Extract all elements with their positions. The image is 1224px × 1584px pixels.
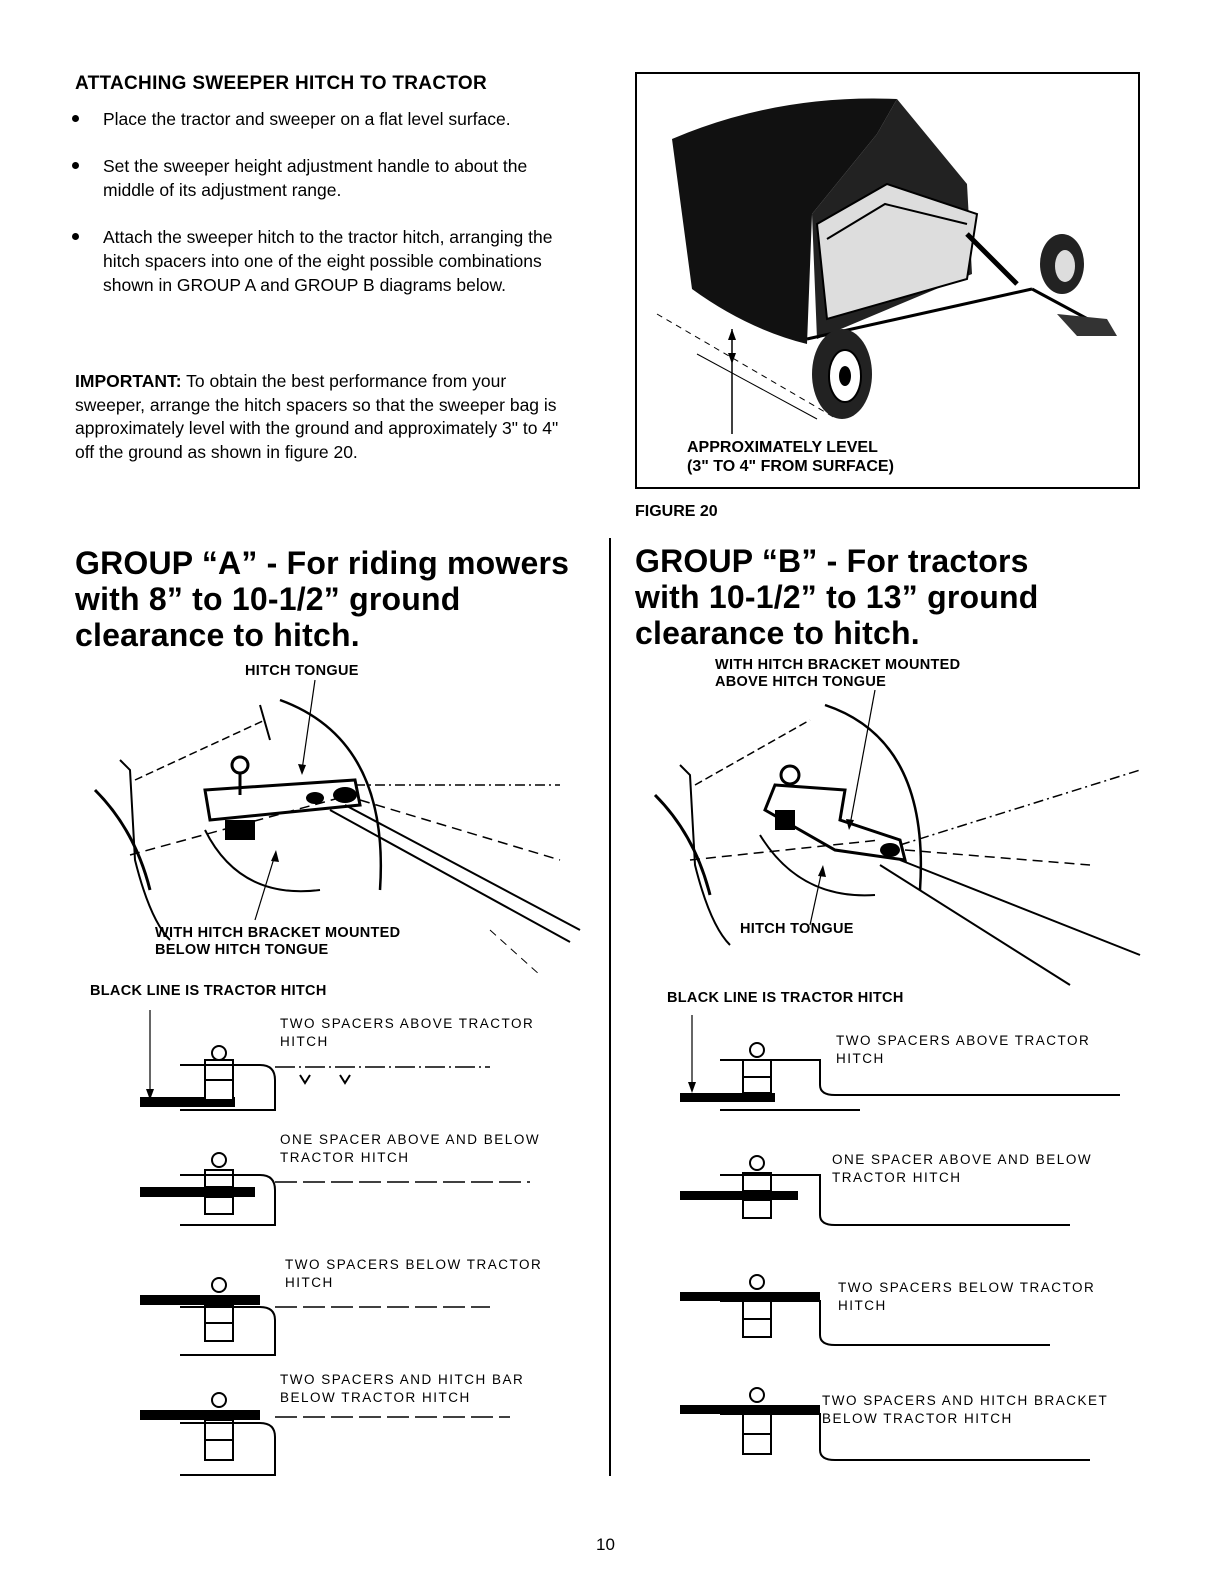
section-title: ATTACHING SWEEPER HITCH TO TRACTOR xyxy=(75,73,488,94)
instruction-list xyxy=(60,107,580,320)
list-item: Attach the sweeper hitch to the tractor hitch, arranging the hitch spacers into one of the eight possible combinations shown in GROUP A and GROUP B diagrams below. xyxy=(60,225,580,297)
bullet-dot-icon xyxy=(72,115,79,122)
sweeper-illustration xyxy=(637,74,1138,434)
page-number: 10 xyxy=(596,1535,615,1554)
hitch-tongue-label: HITCH TONGUE xyxy=(245,663,359,679)
important-label: IMPORTANT: xyxy=(75,371,182,391)
figure-label: FIGURE 20 xyxy=(635,503,718,520)
list-item: Set the sweeper height adjustment handle to about the middle of its adjustment range. xyxy=(60,154,580,202)
group-a-config-4-label: TWO SPACERS AND HITCH BAR BELOW TRACTOR HITCH xyxy=(280,1372,525,1405)
group-b-config-1-label: TWO SPACERS ABOVE TRACTOR HITCH xyxy=(836,1033,1091,1066)
group-a-config-3-label: TWO SPACERS BELOW TRACTOR HITCH xyxy=(285,1257,543,1290)
group-a-config-2-label: ONE SPACER ABOVE AND BELOW TRACTOR HITCH xyxy=(280,1132,541,1165)
important-note xyxy=(75,370,575,464)
bracket-below-callout: WITH HITCH BRACKET MOUNTED BELOW HITCH TONGUE xyxy=(155,925,401,958)
group-b-config-2-label: ONE SPACER ABOVE AND BELOW TRACTOR HITCH xyxy=(832,1152,1093,1185)
group-b-hitch-diagram xyxy=(650,690,1150,990)
bullet-dot-icon xyxy=(72,233,79,240)
group-b-title: GROUP “B” - For tractors with 10-1/2” to 13” ground clearance to hitch. xyxy=(635,543,1039,651)
list-item: Place the tractor and sweeper on a flat level surface. xyxy=(60,107,580,131)
group-a-title: GROUP “A” - For riding mowers with 8” to 10-1/2” ground clearance to hitch. xyxy=(75,545,570,653)
hitch-tongue-label-b: HITCH TONGUE xyxy=(740,921,854,937)
bracket-above-callout: WITH HITCH BRACKET MOUNTED ABOVE HITCH TONGUE xyxy=(715,657,961,690)
figure-caption: APPROXIMATELY LEVEL (3" TO 4" FROM SURFACE) xyxy=(687,439,894,475)
black-line-note-b: BLACK LINE IS TRACTOR HITCH xyxy=(667,990,904,1006)
important-text: To obtain the best performance from your sweeper, arrange the hitch spacers so that the sweeper bag is approximately level with the ground and approximately 3" to 4" off the ground as shown in figure 20. xyxy=(75,371,559,462)
black-line-note-a: BLACK LINE IS TRACTOR HITCH xyxy=(90,983,327,999)
bullet-dot-icon xyxy=(72,162,79,169)
group-a-config-1-label: TWO SPACERS ABOVE TRACTOR HITCH xyxy=(280,1016,535,1049)
column-divider xyxy=(609,538,611,1476)
group-a-config-diagrams xyxy=(130,1005,530,1495)
group-b-config-4-label: TWO SPACERS AND HITCH BRACKET BELOW TRACTOR HITCH xyxy=(822,1393,1109,1426)
group-b-config-3-label: TWO SPACERS BELOW TRACTOR HITCH xyxy=(838,1280,1096,1313)
